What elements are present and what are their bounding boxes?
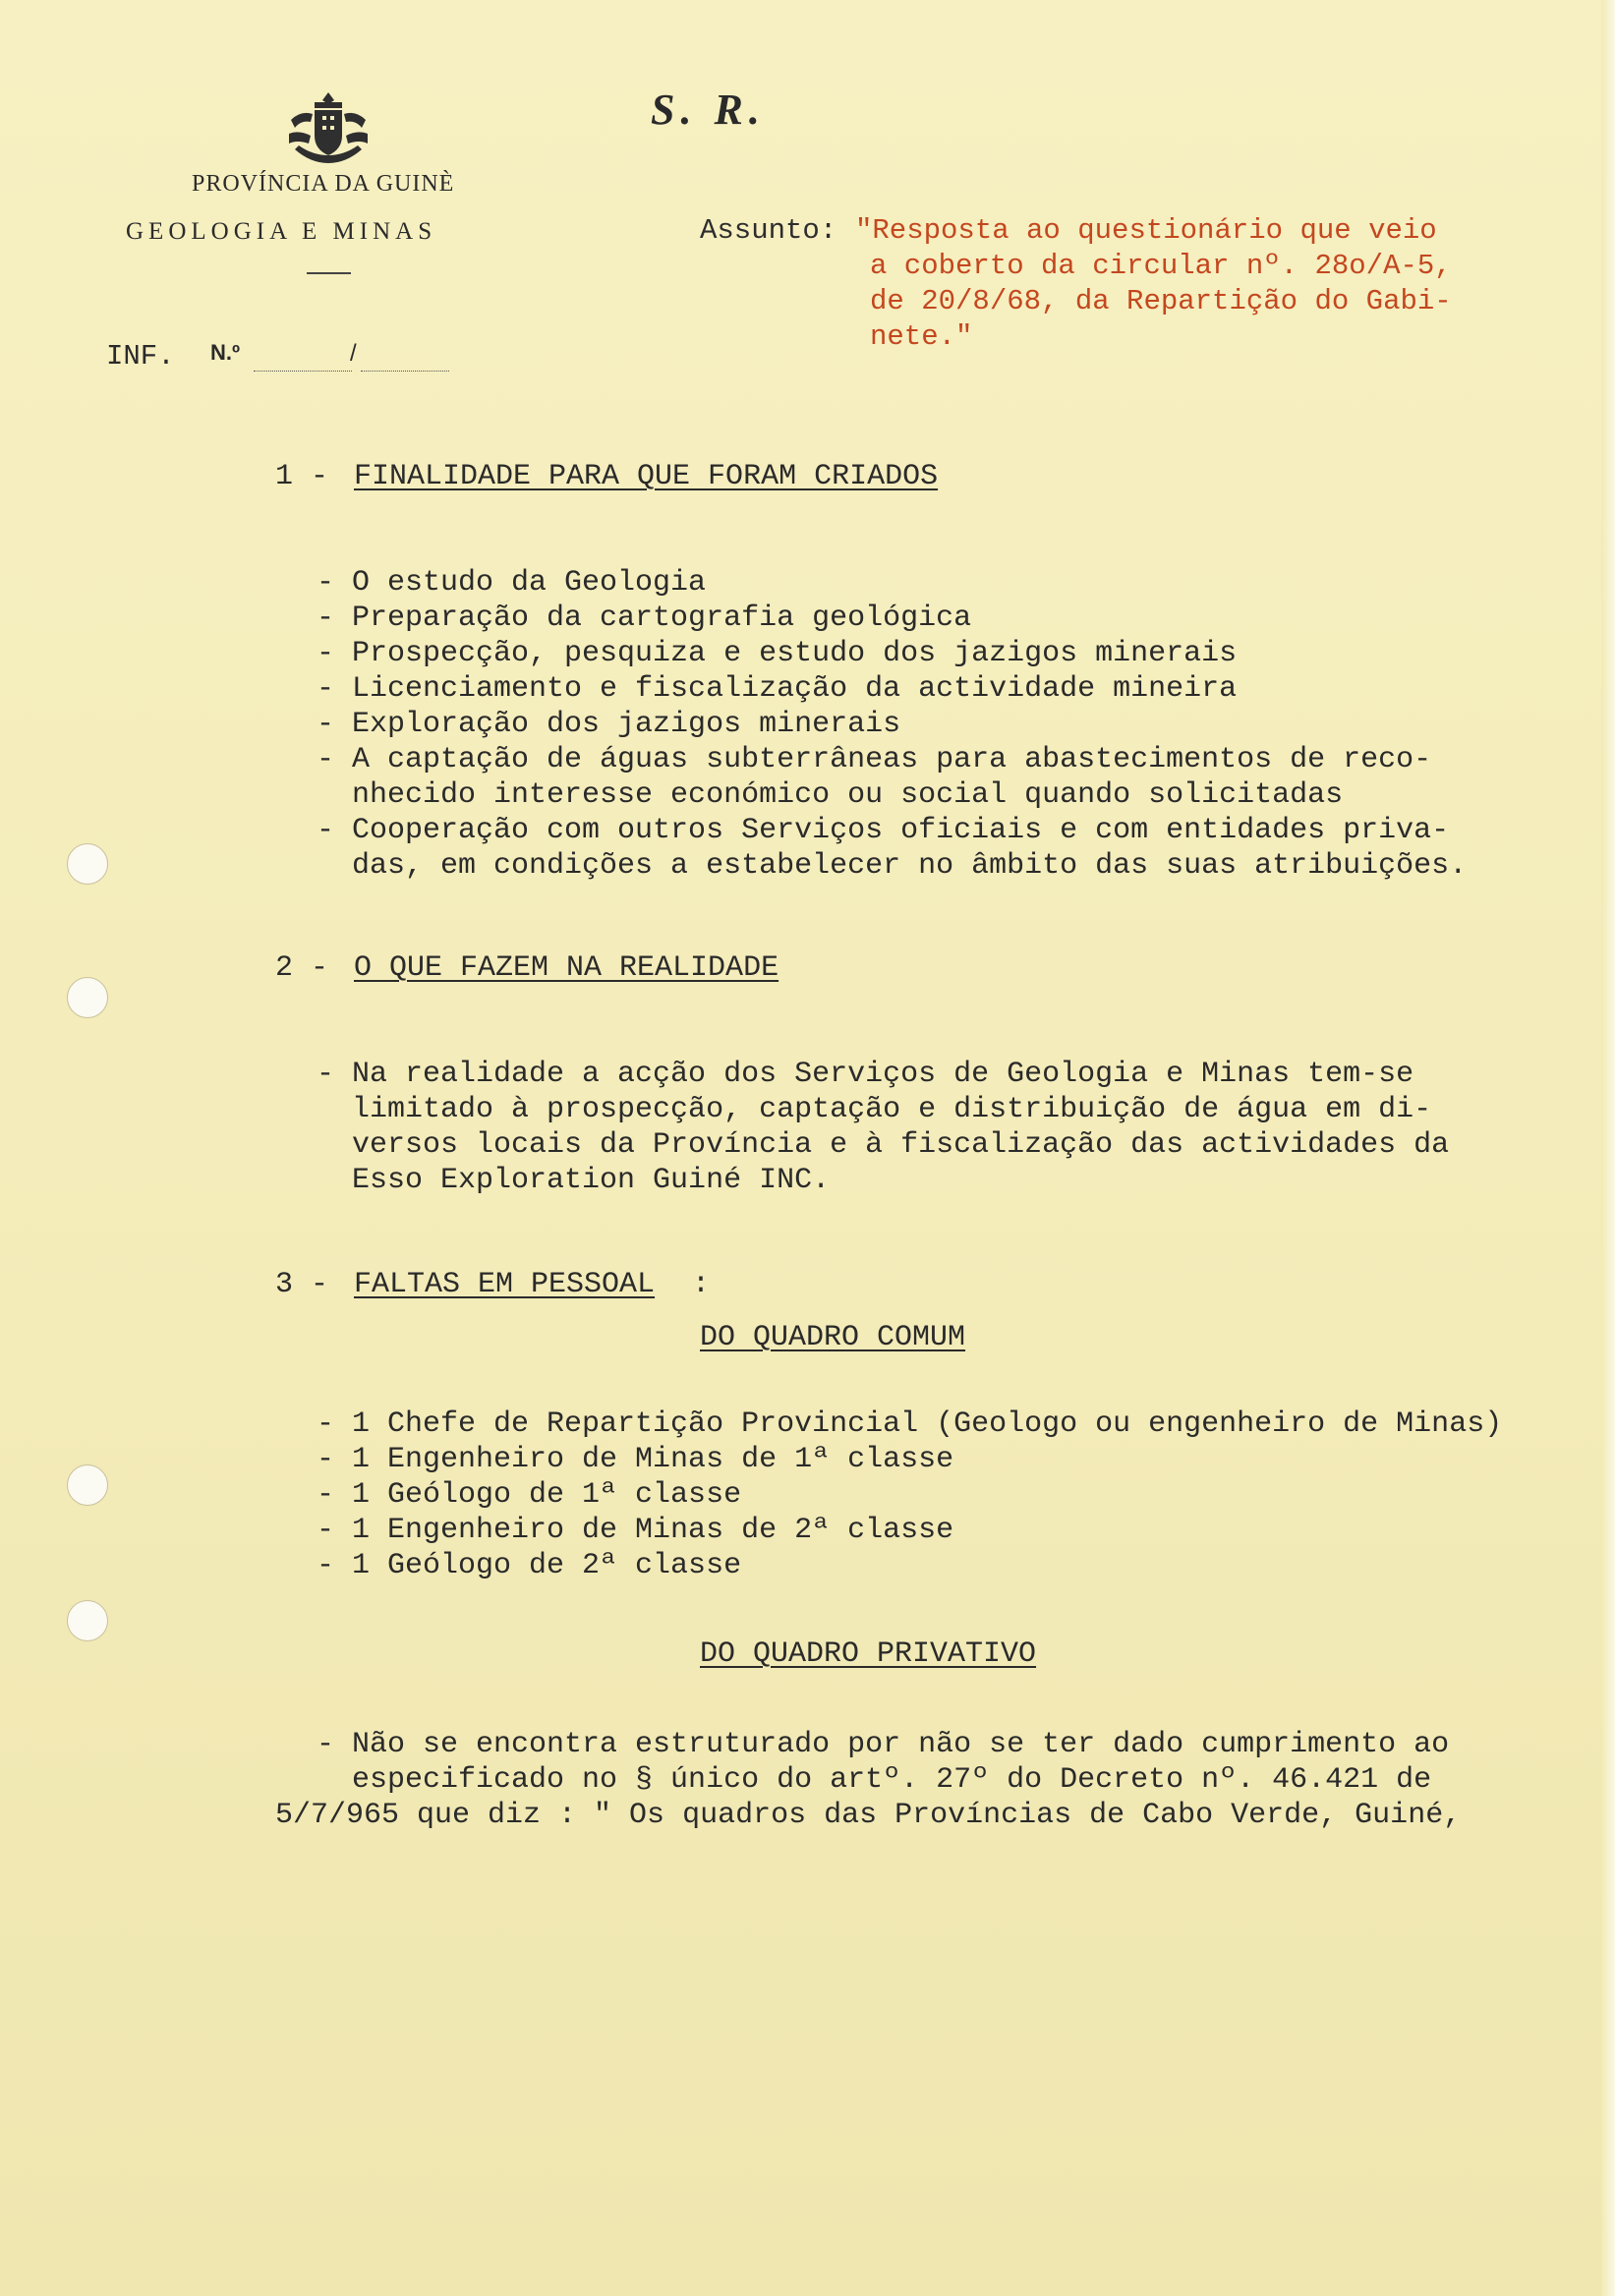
section-number: 2 - bbox=[275, 951, 329, 985]
province-name: PROVÍNCIA DA GUINÈ bbox=[192, 171, 455, 197]
list-item: - Cooperação com outros Serviços oficiais e com entidades priva- bbox=[317, 814, 1450, 847]
classification-mark: S. R. bbox=[651, 86, 766, 134]
paragraph-line: limitado à prospecção, captação e distribuição de água em di- bbox=[317, 1093, 1432, 1126]
subheading: DO QUADRO PRIVATIVO bbox=[700, 1637, 1037, 1671]
section-number: 1 - bbox=[275, 460, 329, 493]
list-item: - Prospecção, pesquiza e estudo dos jazigos minerais bbox=[317, 637, 1238, 670]
section-heading: O QUE FAZEM NA REALIDADE bbox=[354, 951, 779, 985]
paragraph-line: versos locais da Província e à fiscalização das actividades da bbox=[317, 1128, 1450, 1162]
list-item: - 1 Engenheiro de Minas de 2ª classe bbox=[317, 1514, 954, 1547]
list-item: - O estudo da Geologia bbox=[317, 566, 707, 600]
paragraph-line: especificado no § único do artº. 27º do Decreto nº. 46.421 de bbox=[317, 1763, 1432, 1797]
subheading: DO QUADRO COMUM bbox=[700, 1321, 966, 1354]
paragraph-line: 5/7/965 que diz : " Os quadros das Províncias de Cabo Verde, Guiné, bbox=[275, 1799, 1462, 1832]
department-name: GEOLOGIA E MINAS bbox=[126, 218, 437, 245]
list-item: - Exploração dos jazigos minerais bbox=[317, 708, 901, 741]
subject-line: de 20/8/68, da Repartição do Gabi- bbox=[870, 285, 1452, 317]
list-item: - 1 Geólogo de 2ª classe bbox=[317, 1549, 742, 1582]
list-item: - Preparação da cartografia geológica bbox=[317, 602, 972, 635]
heading-colon: : bbox=[674, 1268, 711, 1301]
list-item: - 1 Engenheiro de Minas de 1ª classe bbox=[317, 1443, 954, 1476]
number-separator: / bbox=[350, 340, 357, 367]
subject-label: Assunto: bbox=[700, 214, 837, 247]
section-number: 3 - bbox=[275, 1268, 329, 1301]
number-label: N.º bbox=[210, 340, 241, 365]
paragraph-line: - Na realidade a acção dos Serviços de Geologia e Minas tem-se bbox=[317, 1058, 1414, 1091]
number-field-line bbox=[361, 371, 449, 372]
subject-line: "Resposta ao questionário que veio bbox=[855, 214, 1437, 247]
list-item: - Licenciamento e fiscalização da actividade mineira bbox=[317, 672, 1238, 706]
paragraph-line: Esso Exploration Guiné INC. bbox=[317, 1164, 831, 1197]
punch-hole bbox=[67, 1464, 108, 1506]
list-item: das, em condições a estabelecer no âmbito das suas atribuições. bbox=[317, 849, 1468, 883]
paragraph-line: - Não se encontra estruturado por não se ter dado cumprimento ao bbox=[317, 1728, 1450, 1761]
subject-line: a coberto da circular nº. 28o/A-5, bbox=[870, 250, 1452, 282]
paper-edge bbox=[1601, 0, 1615, 2296]
section-heading: FINALIDADE PARA QUE FORAM CRIADOS bbox=[354, 460, 939, 493]
section-heading: FALTAS EM PESSOAL bbox=[354, 1268, 656, 1301]
subject-line: nete." bbox=[870, 320, 973, 353]
inf-label: INF. bbox=[106, 340, 175, 373]
punch-hole bbox=[67, 843, 108, 885]
list-item: - A captação de águas subterrâneas para abastecimentos de reco- bbox=[317, 743, 1432, 776]
list-item: - 1 Geólogo de 1ª classe bbox=[317, 1478, 742, 1512]
list-item: nhecido interesse económico ou social quando solicitadas bbox=[317, 778, 1344, 812]
number-field-line bbox=[254, 371, 352, 372]
list-item: - 1 Chefe de Repartição Provincial (Geologo ou engenheiro de Minas) bbox=[317, 1407, 1503, 1441]
coat-of-arms-icon bbox=[285, 90, 372, 167]
divider bbox=[307, 272, 351, 274]
punch-hole bbox=[67, 977, 108, 1018]
punch-hole bbox=[67, 1600, 108, 1641]
